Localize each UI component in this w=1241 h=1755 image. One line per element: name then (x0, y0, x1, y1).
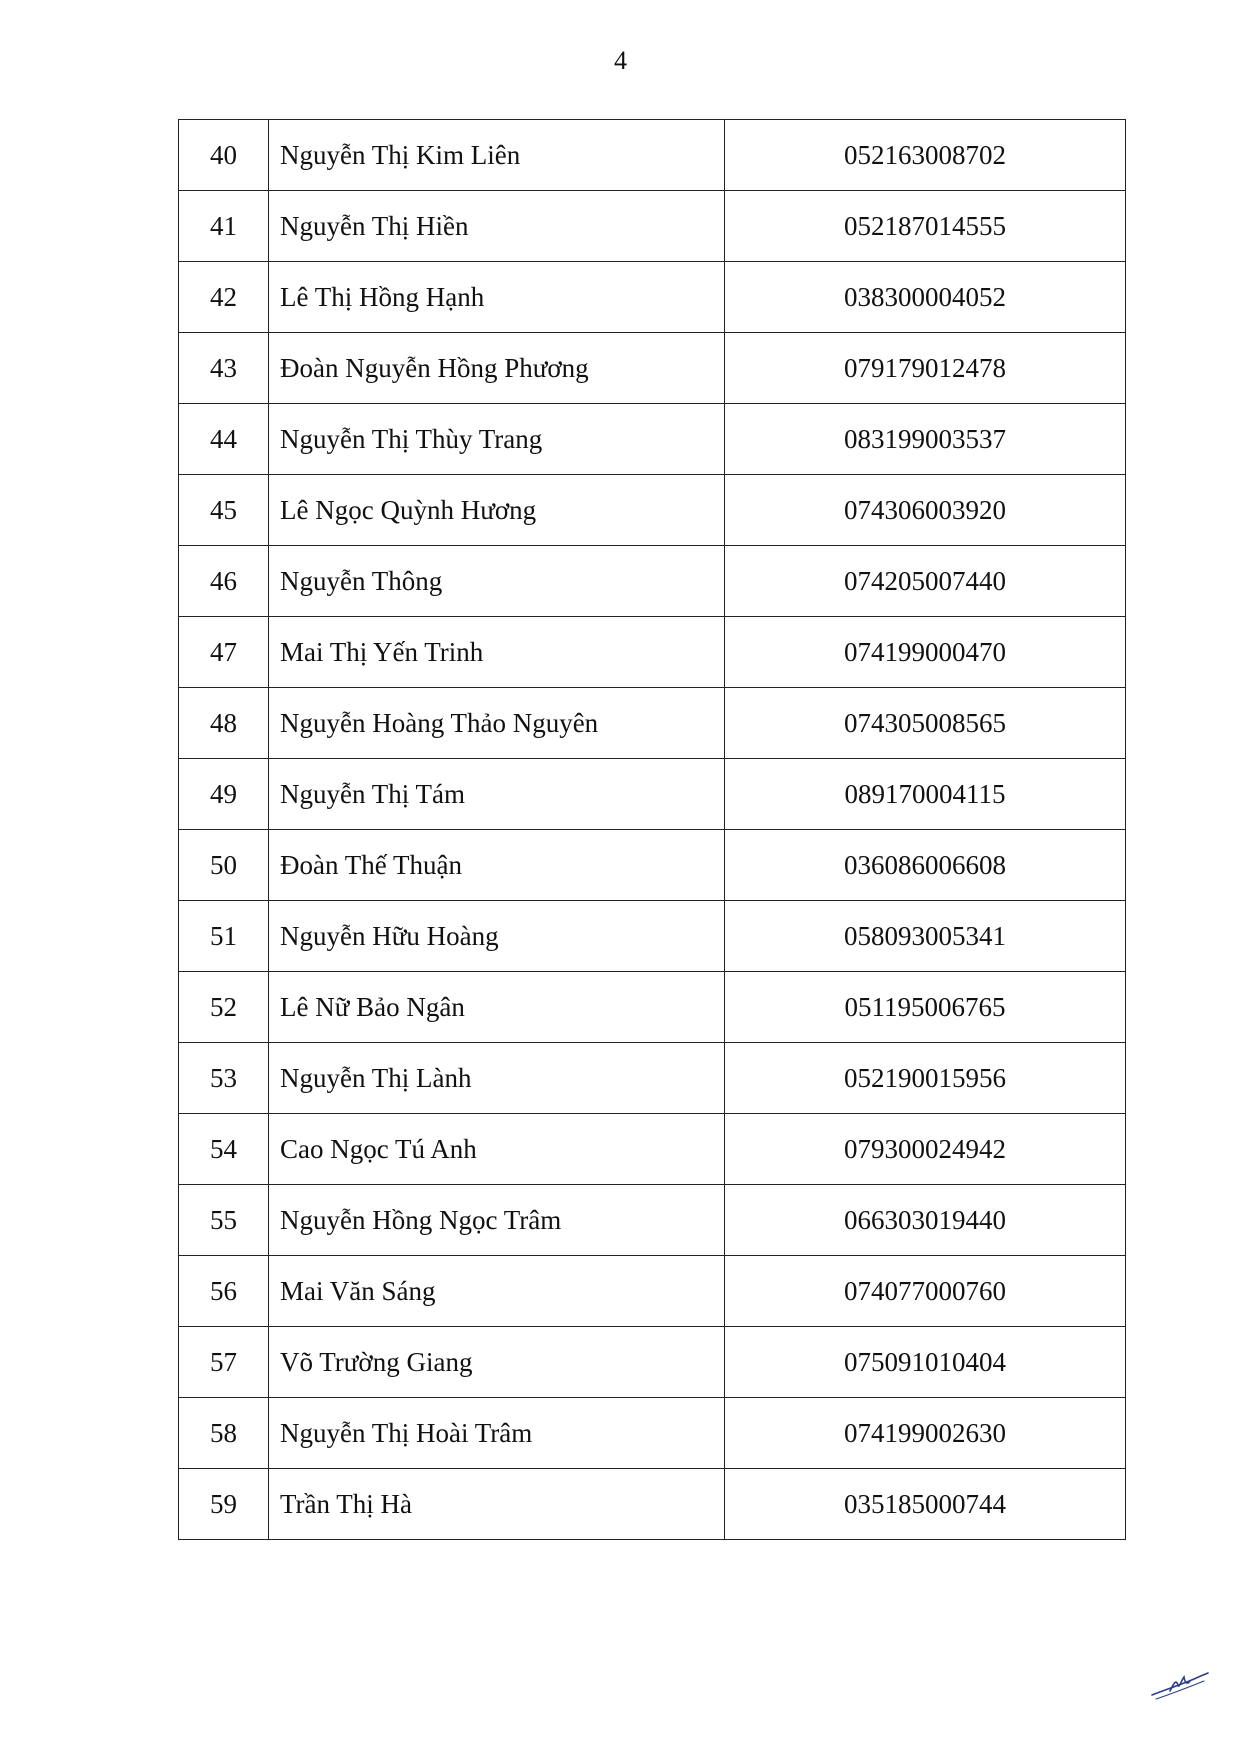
id-number: 052190015956 (725, 1043, 1126, 1114)
id-number: 038300004052 (725, 262, 1126, 333)
row-number: 46 (179, 546, 269, 617)
id-number: 074205007440 (725, 546, 1126, 617)
row-number: 43 (179, 333, 269, 404)
person-name: Đoàn Nguyễn Hồng Phương (269, 333, 725, 404)
row-number: 53 (179, 1043, 269, 1114)
table-row (179, 475, 1126, 546)
person-name: Nguyễn Hữu Hoàng (269, 901, 725, 972)
id-number: 089170004115 (725, 759, 1126, 830)
person-name: Lê Nữ Bảo Ngân (269, 972, 725, 1043)
person-name: Trần Thị Hà (269, 1469, 725, 1540)
person-name: Nguyễn Thị Thùy Trang (269, 404, 725, 475)
id-number: 079179012478 (725, 333, 1126, 404)
person-name: Mai Thị Yến Trinh (269, 617, 725, 688)
person-name: Nguyễn Thị Hoài Trâm (269, 1398, 725, 1469)
person-name: Mai Văn Sáng (269, 1256, 725, 1327)
person-name: Nguyễn Thị Hiền (269, 191, 725, 262)
row-number: 44 (179, 404, 269, 475)
signature-mark (1150, 1665, 1210, 1705)
roster-table-body (179, 120, 1126, 1540)
table-row (179, 1185, 1126, 1256)
person-name: Võ Trường Giang (269, 1327, 725, 1398)
id-number: 066303019440 (725, 1185, 1126, 1256)
row-number: 54 (179, 1114, 269, 1185)
table-row (179, 688, 1126, 759)
table-row (179, 1327, 1126, 1398)
table-row (179, 191, 1126, 262)
id-number: 074306003920 (725, 475, 1126, 546)
table-row (179, 333, 1126, 404)
roster-table (178, 119, 1126, 1540)
row-number: 55 (179, 1185, 269, 1256)
person-name: Lê Ngọc Quỳnh Hương (269, 475, 725, 546)
row-number: 58 (179, 1398, 269, 1469)
row-number: 50 (179, 830, 269, 901)
row-number: 51 (179, 901, 269, 972)
row-number: 45 (179, 475, 269, 546)
table-row (179, 972, 1126, 1043)
id-number: 052187014555 (725, 191, 1126, 262)
person-name: Nguyễn Thị Lành (269, 1043, 725, 1114)
table-row (179, 830, 1126, 901)
row-number: 59 (179, 1469, 269, 1540)
id-number: 074199002630 (725, 1398, 1126, 1469)
row-number: 42 (179, 262, 269, 333)
id-number: 035185000744 (725, 1469, 1126, 1540)
person-name: Đoàn Thế Thuận (269, 830, 725, 901)
person-name: Nguyễn Thị Kim Liên (269, 120, 725, 191)
table-row (179, 1469, 1126, 1540)
id-number: 074199000470 (725, 617, 1126, 688)
table-row (179, 1114, 1126, 1185)
id-number: 036086006608 (725, 830, 1126, 901)
person-name: Nguyễn Hồng Ngọc Trâm (269, 1185, 725, 1256)
id-number: 052163008702 (725, 120, 1126, 191)
table-row (179, 901, 1126, 972)
table-row (179, 120, 1126, 191)
row-number: 52 (179, 972, 269, 1043)
row-number: 57 (179, 1327, 269, 1398)
table-row (179, 1398, 1126, 1469)
table-row (179, 617, 1126, 688)
table-row (179, 1256, 1126, 1327)
person-name: Cao Ngọc Tú Anh (269, 1114, 725, 1185)
person-name: Lê Thị Hồng Hạnh (269, 262, 725, 333)
row-number: 56 (179, 1256, 269, 1327)
id-number: 075091010404 (725, 1327, 1126, 1398)
person-name: Nguyễn Thông (269, 546, 725, 617)
id-number: 074077000760 (725, 1256, 1126, 1327)
page-number: 4 (614, 46, 627, 75)
table-row (179, 262, 1126, 333)
person-name: Nguyễn Hoàng Thảo Nguyên (269, 688, 725, 759)
id-number: 051195006765 (725, 972, 1126, 1043)
table-row (179, 404, 1126, 475)
row-number: 41 (179, 191, 269, 262)
row-number: 47 (179, 617, 269, 688)
row-number: 48 (179, 688, 269, 759)
row-number: 49 (179, 759, 269, 830)
person-name: Nguyễn Thị Tám (269, 759, 725, 830)
id-number: 074305008565 (725, 688, 1126, 759)
row-number: 40 (179, 120, 269, 191)
id-number: 079300024942 (725, 1114, 1126, 1185)
table-row (179, 1043, 1126, 1114)
table-row (179, 759, 1126, 830)
id-number: 058093005341 (725, 901, 1126, 972)
id-number: 083199003537 (725, 404, 1126, 475)
table-row (179, 546, 1126, 617)
